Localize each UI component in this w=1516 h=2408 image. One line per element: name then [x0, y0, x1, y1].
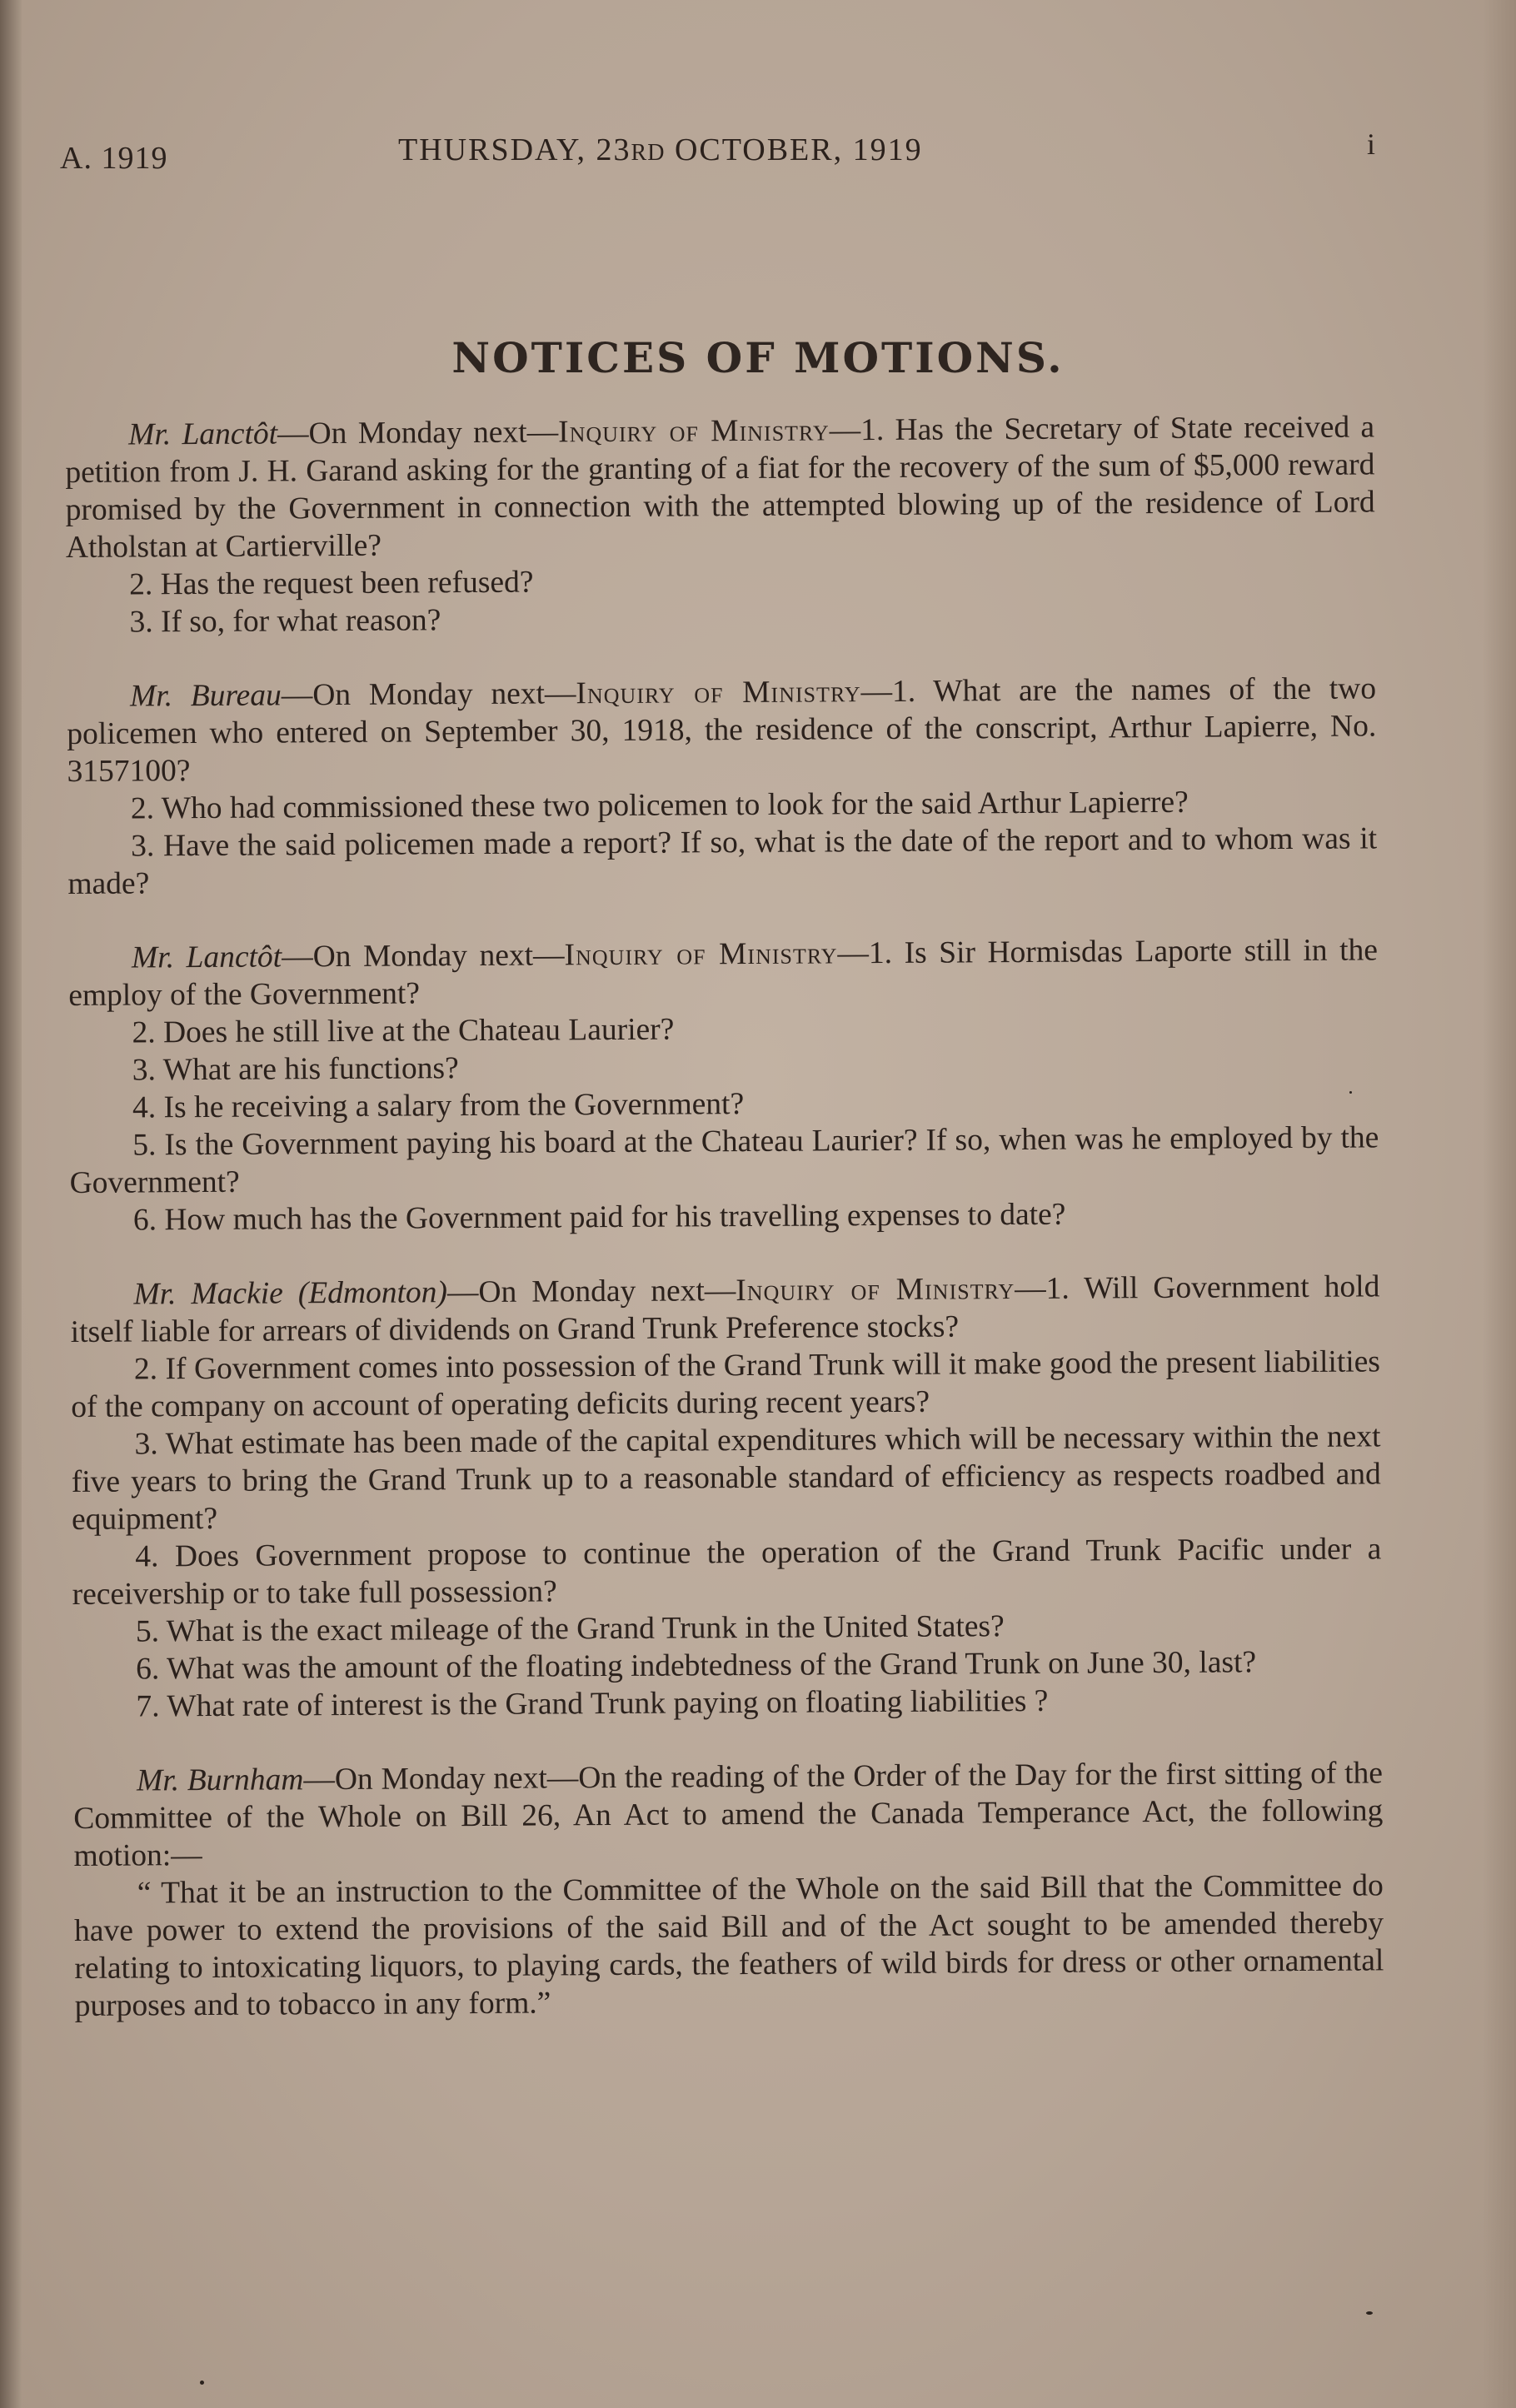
question: 2. Does he still live at the Chateau Laurier?: [132, 1012, 675, 1050]
member-name: Mr. Mackie (Edmonton): [133, 1275, 448, 1312]
session-year: A. 1919: [60, 141, 168, 176]
question: 6. How much has the Government paid for his travelling expenses to date?: [132, 1197, 1066, 1238]
motion-quote: “ That it be an instruction to the Committee of the Whole on the said Bill that the Committee do have power to extend the provisions of the said Bill and of the Act sought to be amended thereby relating to intoxicating liquors, to playing cards, the feathers of wild birds for dress or other ornamental purposes and to tobacco in any form.”: [73, 1868, 1384, 2023]
question: 7. What rate of interest is the Grand Trunk paying on floating liabilities ?: [136, 1683, 1049, 1724]
member-name: Mr. Lanctôt: [128, 416, 278, 452]
member-name: Mr. Burnham: [136, 1762, 304, 1798]
question: 3. If so, for what reason?: [129, 603, 441, 640]
motion-text: —On Monday next—On the reading of the Order of the Day for the first sitting of the Committee of the Whole on Bill 26, An Act to amend the Canada Temperance Act, the following motion:—: [73, 1756, 1384, 1873]
inquiry-label: Inquiry of Ministry: [558, 413, 830, 450]
page-number: i: [1366, 127, 1376, 161]
inquiry-label: Inquiry of Ministry: [576, 675, 861, 711]
question: 5. Is the Government paying his board at the Chateau Laurier? If so, when was he employed by the Government?: [69, 1120, 1379, 1200]
question: 2. Who had commissioned these two policemen to look for the said Arthur Lapierre?: [130, 785, 1189, 826]
notices-body: [65, 408, 1384, 2062]
question: 6. What was the amount of the floating indebtedness of the Grand Trunk on June 30, last?: [136, 1645, 1257, 1687]
header-date: THURSDAY, 23RD OCTOBER, 1919: [398, 132, 923, 167]
inquiry-label: Inquiry of Ministry: [736, 1272, 1015, 1309]
question: 5. What is the exact mileage of the Grand Trunk in the United States?: [135, 1609, 1005, 1649]
question: 4. Is he receiving a salary from the Government?: [132, 1087, 745, 1125]
question: 2. Has the request been refused?: [129, 565, 534, 602]
member-name: Mr. Lanctôt: [131, 940, 282, 975]
notice-burnham-motion: [73, 1754, 1384, 2025]
notice-bureau-lapierre: Mr. Bureau—On Monday next—Inquiry of Ministry—1. What are the names of the two policemen who entered on September 30, 1918, the residence of the conscript, Arthur Lapierre, No. 3157100? 2. Who had commissioned these two policemen to look for the said Arthur Lapierre? 3. Have the said policemen made a report? If so, what is the date of the report and to whom was it made?: [67, 671, 1378, 901]
inquiry-label: Inquiry of Ministry: [564, 936, 838, 973]
page-title: NOTICES OF MOTIONS.: [451, 333, 1065, 382]
question: 3. What are his functions?: [132, 1051, 459, 1088]
question: 4. Does Government propose to continue the operation of the Grand Trunk Pacific under a receivership or to take full possession?: [72, 1532, 1382, 1612]
question: 3. What estimate has been made of the capital expenditures which will be necessary within the next five years to bring the Grand Trunk up to a reasonable standard of efficiency as respects roadbed and equipment?: [71, 1419, 1381, 1537]
notice-lanctot-laporte: Mr. Lanctôt—On Monday next—Inquiry of Ministry—1. Is Sir Hormisdas Laporte still in the employ of the Government? 2. Does he still live at the Chateau Laurier? 3. What are his functions? 4. Is he receiving a salary from the Government? 5. Is the Government paying his board at the Chateau Laurier? If so, when was he employed by the Government? 6. How much has the Government paid for his travelling expenses to date?: [68, 931, 1379, 1239]
question: 2. If Government comes into possession of the Grand Trunk will it make good the present liabilities of the company on account of operating deficits during recent years?: [71, 1344, 1381, 1424]
question: 3. Have the said policemen made a report? If so, what is the date of the report and to whom was it made?: [67, 821, 1378, 901]
notice-mackie-grand-trunk: Mr. Mackie (Edmonton)—On Monday next—Inquiry of Ministry—1. Will Government hold itself liable for arrears of dividends on Grand Trunk Preference stocks? 2. If Government comes into possession of the Grand Trunk will it make good the present liabilities of the company on account of operating deficits during recent years? 3. What estimate has been made of the capital expenditures which will be necessary within the next five years to bring the Grand Trunk up to a reasonable standard of efficiency as respects roadbed and equipment? 4. Does Government propose to continue the operation of the Grand Trunk Pacific under a receivership or to take full possession? 5. What is the exact mileage of the Grand Trunk in the United States? 6. What was the amount of the floating indebtedness of the Grand Trunk on June 30, last? 7. What rate of interest is the Grand Trunk paying on floating liabilities ?: [70, 1268, 1382, 1726]
notice-lanctot-garand: Mr. Lanctôt—On Monday next—Inquiry of Ministry—1. Has the Secretary of State received a petition from J. H. Garand asking for the granting of a fiat for the recovery of the sum of $5,000 reward promised by the Government in connection with the attempted blowing up of the residence of Lord Atholstan at Cartierville? 2. Has the request been refused? 3. If so, for what reason?: [65, 408, 1376, 641]
member-name: Mr. Bureau: [129, 678, 282, 714]
running-header: [60, 127, 1376, 182]
